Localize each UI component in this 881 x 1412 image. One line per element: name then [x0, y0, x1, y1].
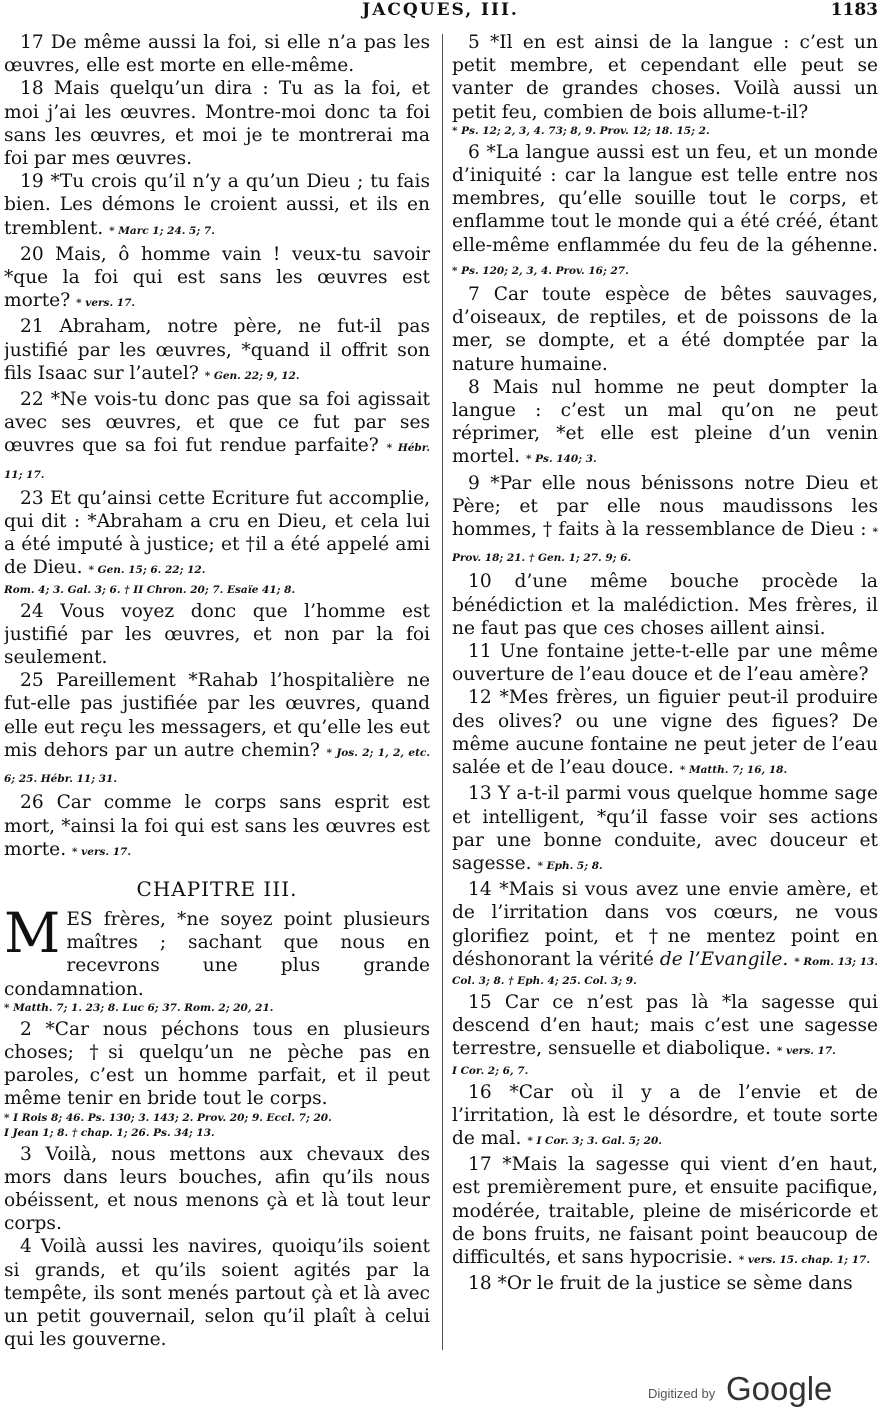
verse-text: 16 *Car où il y a de l’envie et de l’irritation, là est le désordre, et toute sorte de mal. — [452, 1081, 878, 1149]
verse-3-3: 3 Voilà, nous mettons aux chevaux des mors dans leurs bouches, afin qu’ils nous obéissent, et nous menons çà et là tout leur corps. — [4, 1143, 430, 1235]
verse-3-4: 4 Voilà aussi les navires, quoiqu’ils soient si grands, et qu’ils soient agités par la tempête, ils sont menés partout çà et là avec un petit gouvernail, selon qu’il plaît à celui qui les gouverne. — [4, 1236, 430, 1351]
right-column — [452, 31, 878, 1295]
cross-reference: * Jos. 2; 1, 2, etc. 6; 25. Hébr. 11; 31. — [4, 746, 430, 786]
verse-3-11: 11 Une fontaine jette-t-elle par une même ouverture de l’eau douce et de l’eau amère? — [452, 641, 878, 686]
verse-text: ES frères, *ne soyez point plusieurs maîtres ; sachant que nous en recevrons une plus grande condamnation. — [4, 908, 430, 1000]
verse-2-21 — [4, 315, 430, 388]
drop-cap: M — [4, 900, 61, 965]
cross-reference: Rom. 4; 3. Gal. 3; 6. † II Chron. 20; 7. Esaïe 41; 8. — [4, 583, 296, 596]
verse-text: 21 Abraham, notre père, ne fut-il pas justifié par les œuvres, *quand il offrit son fils Isaac sur l’autel? — [4, 316, 430, 384]
page-number: 1183 — [830, 0, 878, 20]
verse-3-15 — [452, 991, 878, 1064]
verse-2-19 — [4, 170, 430, 243]
verse-3-7: 7 Car toute espèce de bêtes sauvages, d’oiseaux, de reptiles, et de poissons de la mer, se dompte, et a été domptée par la nature humaine. — [452, 284, 878, 375]
verse-text: 8 Mais nul homme ne peut dompter la langue : c’est un mal qu’on ne peut réprimer, *et elle est pleine d’un venin mortel. — [452, 376, 878, 468]
verse-3-12 — [452, 686, 878, 782]
cross-reference: * Hébr. 11; 17. — [4, 442, 430, 481]
verse-text: 19 *Tu crois qu’il n’y a qu’un Dieu ; tu fais bien. Les démons le croient aussi, et ils en tremblent. — [4, 171, 430, 239]
verse-3-1 — [4, 900, 430, 1001]
cross-reference: * I Rois 8; 46. Ps. 130; 3. 143; 2. Prov. 20; 9. Eccl. 7; 20. — [4, 1111, 332, 1124]
cross-reference: * Prov. 18; 21. † Gen. 1; 27. 9; 6. — [452, 526, 878, 565]
verse-text: 20 Mais, ô homme vain ! veux-tu savoir *que la foi qui est sans les œuvres est morte? — [4, 243, 430, 312]
verse-3-5: 5 *Il en est ainsi de la langue : c’est un petit membre, et cependant elle peut se vanter de grandes choses. Voilà aussi un petit feu, combien de bois allume-t-il? — [452, 32, 878, 123]
cross-reference: * Ps. 140; 3. — [525, 453, 597, 466]
verse-text: 17 *Mais la sagesse qui vient d’en haut, est premièrement pure, et ensuite pacifique, modérée, traitable, pleine de miséricorde et de bons fruits, ne faisant point beaucoup de difficultés, et sans hypocrisie. — [452, 1154, 878, 1268]
verse-text: 26 Car comme le corps sans esprit est mort, *ainsi la foi qui est sans les œuvres est morte. — [4, 792, 430, 860]
cross-reference: I Jean 1; 8. † chap. 1; 26. Ps. 34; 13. — [4, 1126, 215, 1139]
cross-reference: * Matth. 7; 1. 23; 8. Luc 6; 37. Rom. 2; 20, 21. — [4, 1001, 274, 1014]
verse-text: 22 *Ne vois-tu donc pas que sa foi agissait avec ses œuvres, et que ce fut par ses œuvres que sa foi fut rendue parfaite? — [4, 389, 430, 457]
verse-2-20 — [4, 243, 430, 316]
verse-text: 13 Y a-t-il parmi vous quelque homme sage et intelligent, *qu’il fasse voir ses actions par une bonne conduite, avec douceur et sagesse. — [452, 783, 878, 874]
verse-3-17 — [452, 1153, 878, 1272]
verse-text: 14 *Mais si vous avez une envie amère, et de l’irritation dans vos cœurs, ne vous glorifiez point, et †ne mentez point en déshonorant la vérité — [452, 879, 878, 970]
cross-reference: * Marc 1; 24. 5; 7. — [109, 224, 215, 237]
verse-3-9 — [452, 472, 878, 571]
cross-reference: * Gen. 22; 9, 12. — [204, 369, 300, 382]
verse-text: 6 *La langue aussi est un feu, et un monde d’iniquité : car la langue est telle entre nos membres, qu’elle souille tout le corps, et enflamme tout le monde qui a été créé, étant elle-même enflammée du feu de la géhenne. — [452, 141, 878, 256]
google-logo: Google — [726, 1370, 833, 1407]
cross-reference: I Cor. 2; 6, 7. — [452, 1064, 529, 1077]
verse-3-13 — [452, 782, 878, 878]
verse-2-17: 17 De même aussi la foi, si elle n’a pas les œuvres, elle est morte en elle-même. — [4, 32, 430, 77]
verse-text: 23 Et qu’ainsi cette Ecriture fut accomplie, qui dit : *Abraham a cru en Dieu, et cela lui a été imputé à justice; et †il a été appelé ami de Dieu. — [4, 487, 430, 579]
cross-reference: Col. 3; 8. † Eph. 4; 25. Col. 3; 9. — [452, 974, 637, 987]
verse-3-14 — [452, 878, 878, 974]
cross-reference: * vers. 17. — [776, 1045, 836, 1058]
verse-2-24: 24 Vous voyez donc que l’homme est justifié par les œuvres, et non par la foi seulement. — [4, 600, 430, 669]
chapter-heading: CHAPITRE III. — [136, 876, 298, 901]
verse-2-23 — [4, 487, 430, 583]
cross-reference: * Ps. 12; 2, 3, 4. 73; 8, 9. Prov. 12; 18. 15; 2. — [452, 124, 710, 137]
verse-3-8 — [452, 376, 878, 472]
cross-reference: * Gen. 15; 6. 22; 12. — [88, 564, 206, 577]
cross-reference: * vers. 15. chap. 1; 17. — [738, 1253, 870, 1266]
verse-text: 25 Pareillement *Rahab l’hospitalière ne fut-elle pas justifiée par les œuvres, quand elle eut reçu les messagers, et qu’elle les eut mis dehors par un autre chemin? — [4, 670, 430, 761]
watermark-prefix: Digitized by — [648, 1386, 716, 1401]
cross-reference: * vers. 17. — [76, 297, 136, 310]
cross-reference: * Eph. 5; 8. — [537, 859, 603, 872]
running-header: JACQUES, III. — [362, 0, 519, 20]
verse-3-10: 10 d’une même bouche procède la bénédiction et la malédiction. Mes frères, il ne faut pas que ces choses aillent ainsi. — [452, 571, 878, 639]
verse-3-18: 18 *Or le fruit de la justice se sème dans — [468, 1273, 853, 1295]
column-divider — [442, 34, 443, 1350]
cross-reference: * vers. 17. — [72, 845, 131, 858]
verse-2-26 — [4, 791, 430, 864]
left-column — [4, 31, 430, 1351]
cross-reference: * I Cor. 3; 3. Gal. 5; 20. — [527, 1134, 662, 1147]
verse-2-22 — [4, 388, 430, 487]
cross-reference: * Rom. 13; 13. — [794, 955, 878, 968]
cross-reference: * Matth. 7; 16, 18. — [679, 764, 788, 777]
verse-text: 9 *Par elle nous bénissons notre Dieu et Père; et par elle nous maudissons les hommes, † faits à la ressemblance de Dieu : — [452, 472, 878, 541]
verse-3-6 — [452, 141, 878, 283]
verse-2-25 — [4, 669, 430, 791]
verse-3-2: 2 *Car nous péchons tous en plusieurs choses; †si quelqu’un ne pèche pas en paroles, c’est un homme parfait, et il peut même tenir en bride tout le corps. — [4, 1018, 430, 1110]
cross-reference: * Ps. 120; 2, 3, 4. Prov. 16; 27. — [452, 264, 629, 277]
verse-3-16 — [452, 1081, 878, 1154]
italic-phrase: de l’Evangile. — [659, 948, 789, 970]
verse-2-18: 18 Mais quelqu’un dira : Tu as la foi, et moi j’ai les œuvres. Montre-moi donc ta foi sans les œuvres, et moi je te montrerai ma foi par mes œuvres. — [4, 78, 430, 170]
verse-text: 15 Car ce n’est pas là *la sagesse qui descend d’en haut; mais c’est une sagesse terrestre, sensuelle et diabolique. — [452, 991, 878, 1060]
verse-text: 12 *Mes frères, un figuier peut-il produire des olives? ou une vigne des figues? De même aucune fontaine ne peut jeter de l’eau salée et de l’eau douce. — [452, 687, 878, 779]
